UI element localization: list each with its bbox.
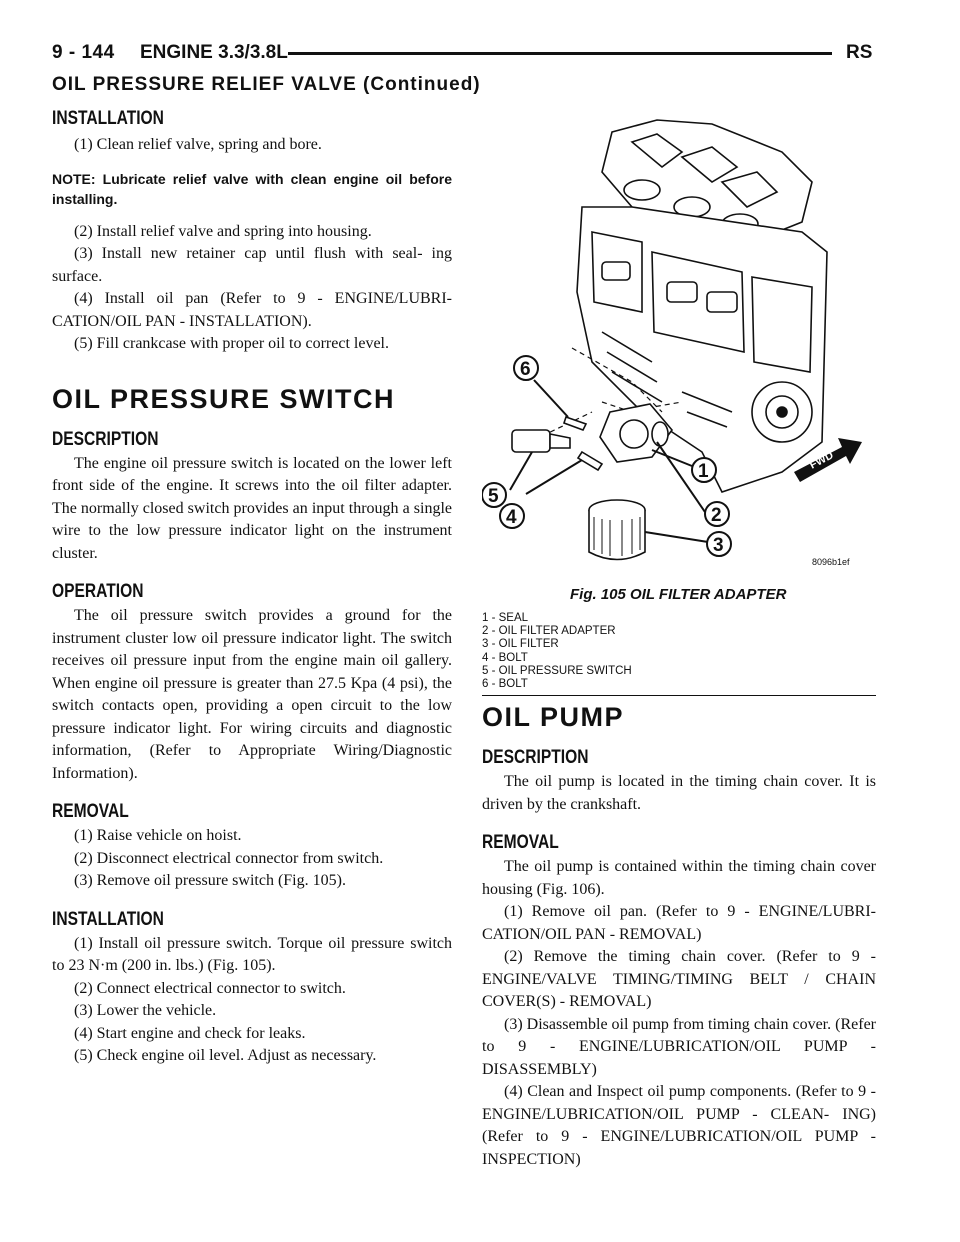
- legend-item: 4 - BOLT: [482, 651, 528, 664]
- ops-operation-heading: OPERATION: [52, 581, 144, 602]
- pump-removal-intro: The oil pump is contained within the timing chain cover housing (Fig. 106).: [482, 858, 876, 898]
- pump-removal-step: (4) Clean and Inspect oil pump components. (Refer to 9 - ENGINE/LUBRICATION/OIL PUMP - CLEAN- ING) (Refer to 9 - ENGINE/LUBRICATION/OIL PUMP - INSPECTION): [482, 1083, 876, 1168]
- svg-text:6: 6: [520, 359, 531, 380]
- pump-removal-step: (3) Disassemble oil pump from timing chain cover. (Refer to 9 - ENGINE/LUBRICATION/OIL PUMP - DISASSEMBLY): [482, 1015, 876, 1078]
- ops-removal-step: (2) Disconnect electrical connector from switch.: [74, 849, 384, 867]
- figure-legend: [482, 612, 632, 691]
- install-step-4: (4) Install oil pan (Refer to 9 - ENGINE/LUBRI- CATION/OIL PAN - INSTALLATION).: [52, 290, 452, 330]
- ops-description: The engine oil pressure switch is located on the lower left front side of the engine. It screws into the oil filter adapter. The normally closed switch provides an input through a single wire to the low pressure indicator light on the instrument cluster.: [52, 454, 452, 562]
- continued-section-title: OIL PRESSURE RELIEF VALVE (Continued): [52, 74, 481, 95]
- note: NOTE: Lubricate relief valve with clean engine oil before installing.: [52, 170, 452, 207]
- pump-description: The oil pump is located in the timing chain cover. It is driven by the crankshaft.: [482, 773, 876, 813]
- pump-removal-step: (1) Remove oil pan. (Refer to 9 - ENGINE/LUBRI- CATION/OIL PAN - REMOVAL): [482, 903, 876, 943]
- figure-code: 8096b1ef: [812, 557, 850, 567]
- header-rule: [288, 52, 832, 55]
- engine-illustration: [482, 112, 876, 582]
- pump-removal-step: (2) Remove the timing chain cover. (Refer to 9 - ENGINE/VALVE TIMING/TIMING BELT / CHAIN COVER(S) - REMOVAL): [482, 948, 876, 1010]
- legend-item: 2 - OIL FILTER ADAPTER: [482, 625, 616, 638]
- svg-text:5: 5: [488, 486, 499, 507]
- install-step-2: (2) Install relief valve and spring into housing.: [74, 222, 372, 240]
- ops-install-step: (5) Check engine oil level. Adjust as necessary.: [74, 1047, 377, 1064]
- left-column: [52, 108, 452, 1068]
- svg-text:1: 1: [698, 461, 709, 482]
- figure-caption: Fig. 105 OIL FILTER ADAPTER: [570, 586, 787, 603]
- legend-item: 5 - OIL PRESSURE SWITCH: [482, 664, 632, 677]
- svg-text:3: 3: [713, 535, 724, 556]
- page-number: 9 - 144: [52, 42, 115, 63]
- figure-rule: [482, 695, 876, 696]
- pump-removal-heading: REMOVAL: [482, 832, 559, 853]
- chapter-title: ENGINE 3.3/3.8L: [140, 42, 288, 63]
- ops-operation: The oil pressure switch provides a ground for the instrument cluster low oil pressure indicator light. The switch receives oil pressure input from the engine main oil gallery. When engine oil pressure is greater than 27.5 Kpa (4 psi), the switch contacts open, providing a open circuit to the low pressure indicator light. For wiring circuits and diagnostic information, (Refer to Appropriate Wiring/Diagnostic Information).: [52, 607, 452, 782]
- svg-text:FWD: FWD: [807, 449, 836, 472]
- svg-text:2: 2: [711, 505, 722, 526]
- ops-install-step: (1) Install oil pressure switch. Torque oil pressure switch to 23 N·m (200 in. lbs.) (Fig. 105).: [52, 934, 452, 974]
- ops-installation-heading: INSTALLATION: [52, 908, 164, 930]
- ops-install-step: (4) Start engine and check for leaks.: [74, 1024, 306, 1042]
- ops-description-heading: DESCRIPTION: [52, 428, 159, 450]
- pump-description-heading: DESCRIPTION: [482, 747, 589, 768]
- installation-heading: INSTALLATION: [52, 108, 164, 129]
- ops-removal-step: (3) Remove oil pressure switch (Fig. 105).: [74, 872, 346, 889]
- model-code: RS: [846, 42, 873, 63]
- legend-item: 3 - OIL FILTER: [482, 638, 559, 651]
- legend-item: 1 - SEAL: [482, 612, 529, 624]
- ops-install-step: (3) Lower the vehicle.: [74, 1002, 217, 1019]
- ops-removal-step: (1) Raise vehicle on hoist.: [74, 827, 242, 844]
- oil-filter-adapter-figure: [482, 112, 876, 582]
- ops-install-step: (2) Connect electrical connector to switch.: [74, 979, 346, 997]
- install-step-5: (5) Fill crankcase with proper oil to correct level.: [74, 335, 389, 352]
- legend-item: 6 - BOLT: [482, 678, 528, 691]
- install-step-1: (1) Clean relief valve, spring and bore.: [74, 136, 322, 153]
- install-step-3: (3) Install new retainer cap until flush with seal- ing surface.: [52, 245, 452, 285]
- ops-removal-heading: REMOVAL: [52, 801, 129, 822]
- oil-pump-title: OIL PUMP: [482, 702, 625, 732]
- oil-pressure-switch-title: OIL PRESSURE SWITCH: [52, 383, 396, 414]
- right-column: [482, 702, 876, 1171]
- svg-text:4: 4: [506, 507, 517, 528]
